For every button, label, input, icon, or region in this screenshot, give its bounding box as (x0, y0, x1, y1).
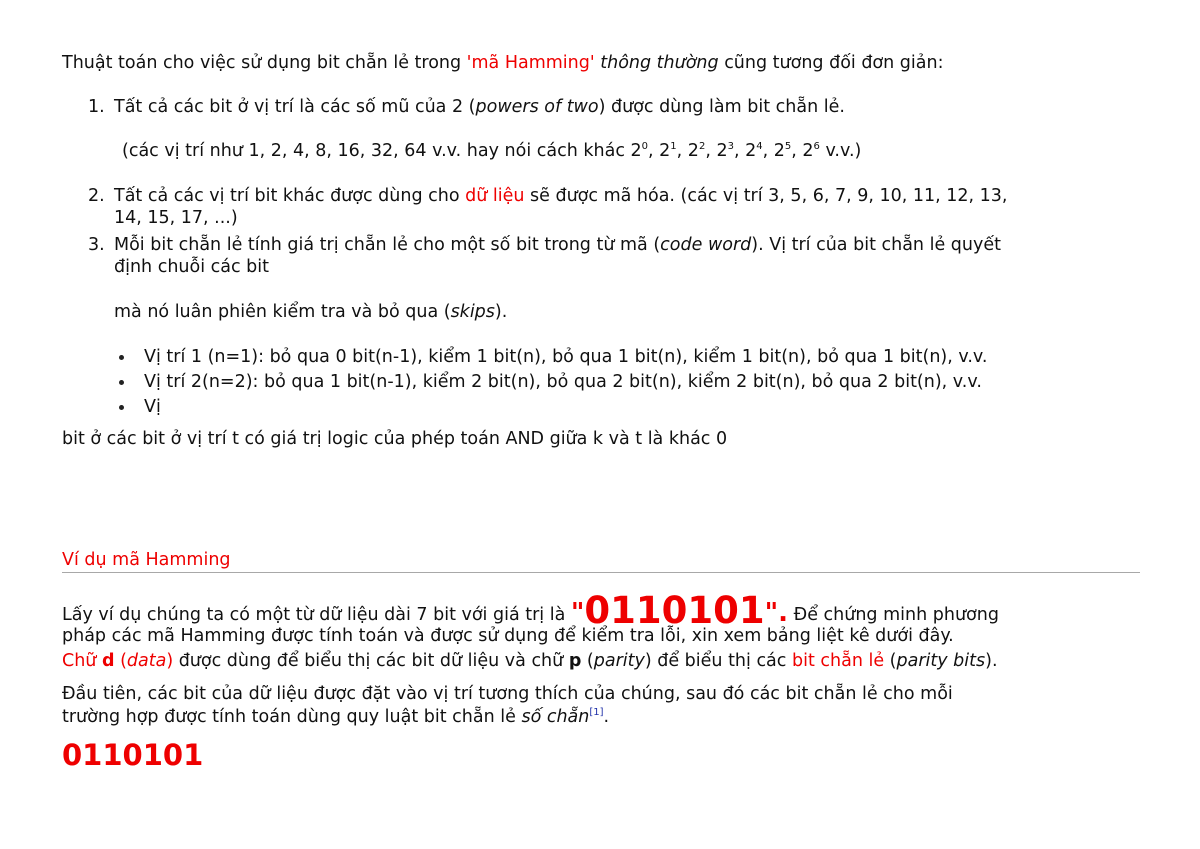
bullet-dot (119, 355, 124, 360)
list-item-3-skips-line: mà nó luân phiên kiểm tra và bỏ qua (skips). (114, 302, 508, 322)
intro-text: Thuật toán cho việc sử dụng bit chẵn lẻ trong (62, 53, 467, 73)
skips-italic: skips (450, 302, 495, 322)
bullet-dot (119, 405, 124, 410)
list-item-1-number: 1. (88, 97, 105, 117)
intro-paragraph: Thuật toán cho việc sử dụng bit chẵn lẻ trong 'mã Hamming' thông thường cũng tương đối đơn giản: (62, 53, 944, 73)
list-item-3-continued: định chuỗi các bit (114, 257, 270, 277)
list-item-1: Tất cả các bit ở vị trí là các số mũ của 2 (powers of two) được dùng làm bit chẵn lẻ. (114, 97, 845, 117)
hamming-code-link[interactable]: 'mã Hamming' (466, 53, 595, 73)
section-divider (62, 572, 1140, 573)
logic-line: bit ở các bit ở vị trí t có giá trị logic của phép toán AND giữa k và t là khác 0 (62, 429, 728, 449)
placement-paragraph-line-1: Đầu tiên, các bit của dữ liệu được đặt vào vị trí tương thích của chúng, sau đó các bit chẵn lẻ cho mỗi (62, 684, 953, 704)
bullet-item: Vị (144, 397, 161, 417)
bullet-dot (119, 380, 124, 385)
final-value: 0110101 (62, 738, 204, 772)
data-letter-link[interactable]: Chữ d (data) (62, 651, 174, 671)
bullet-item: Vị trí 2(n=2): bỏ qua 1 bit(n-1), kiểm 2 bit(n), bỏ qua 2 bit(n), kiểm 2 bit(n), bỏ qua 2 bit(n), v.v. (144, 372, 982, 392)
list-item-2-continued: 14, 15, 17, ...) (114, 208, 238, 228)
example-paragraph-line-3: Chữ d (data) được dùng để biểu thị các bit dữ liệu và chữ p (parity) để biểu thị các bit chẵn lẻ (parity bits). (62, 651, 998, 671)
positions-line: (các vị trí như 1, 2, 4, 8, 16, 32, 64 v.v. hay nói cách khác $2^0$, $2^1$, $2^2$, $2^3$, $2^4$, $2^5$, $2^6$ v.v.) (122, 141, 862, 161)
code-word-italic: code word (660, 235, 752, 255)
example-paragraph-line-2: pháp các mã Hamming được tính toán và được sử dụng để kiểm tra lỗi, xin xem bảng liệt kê dưới đây. (62, 626, 954, 646)
list-item-3: Mỗi bit chẵn lẻ tính giá trị chẵn lẻ cho một số bit trong từ mã (code word). Vị trí của bit chẵn lẻ quyết (114, 235, 1001, 255)
example-paragraph-line-1: Lấy ví dụ chúng ta có một từ dữ liệu dài 7 bit với giá trị là "0110101". Để chứng minh phương (62, 589, 999, 632)
list-item-2: Tất cả các vị trí bit khác được dùng cho dữ liệu sẽ được mã hóa. (các vị trí 3, 5, 6, 7, 9, 10, 11, 12, 13, (114, 186, 1008, 206)
placement-paragraph-line-2: trường hợp được tính toán dùng quy luật bit chẵn lẻ số chẵn[1]. (62, 707, 610, 727)
list-item-3-number: 3. (88, 235, 105, 255)
intro-italic: thông thường (600, 53, 719, 73)
example-value: 0110101 (584, 589, 765, 632)
list-item-2-number: 2. (88, 186, 105, 206)
bullet-item: Vị trí 1 (n=1): bỏ qua 0 bit(n-1), kiểm 1 bit(n), bỏ qua 1 bit(n), kiểm 1 bit(n), bỏ qua 1 bit(n), v.v. (144, 347, 988, 367)
section-heading: Ví dụ mã Hamming (62, 550, 231, 570)
reference-link[interactable]: [1] (589, 707, 604, 719)
parity-bit-link[interactable]: bit chẵn lẻ (791, 651, 885, 671)
data-link[interactable]: dữ liệu (465, 186, 525, 206)
powers-of-two-italic: powers of two (475, 97, 599, 117)
